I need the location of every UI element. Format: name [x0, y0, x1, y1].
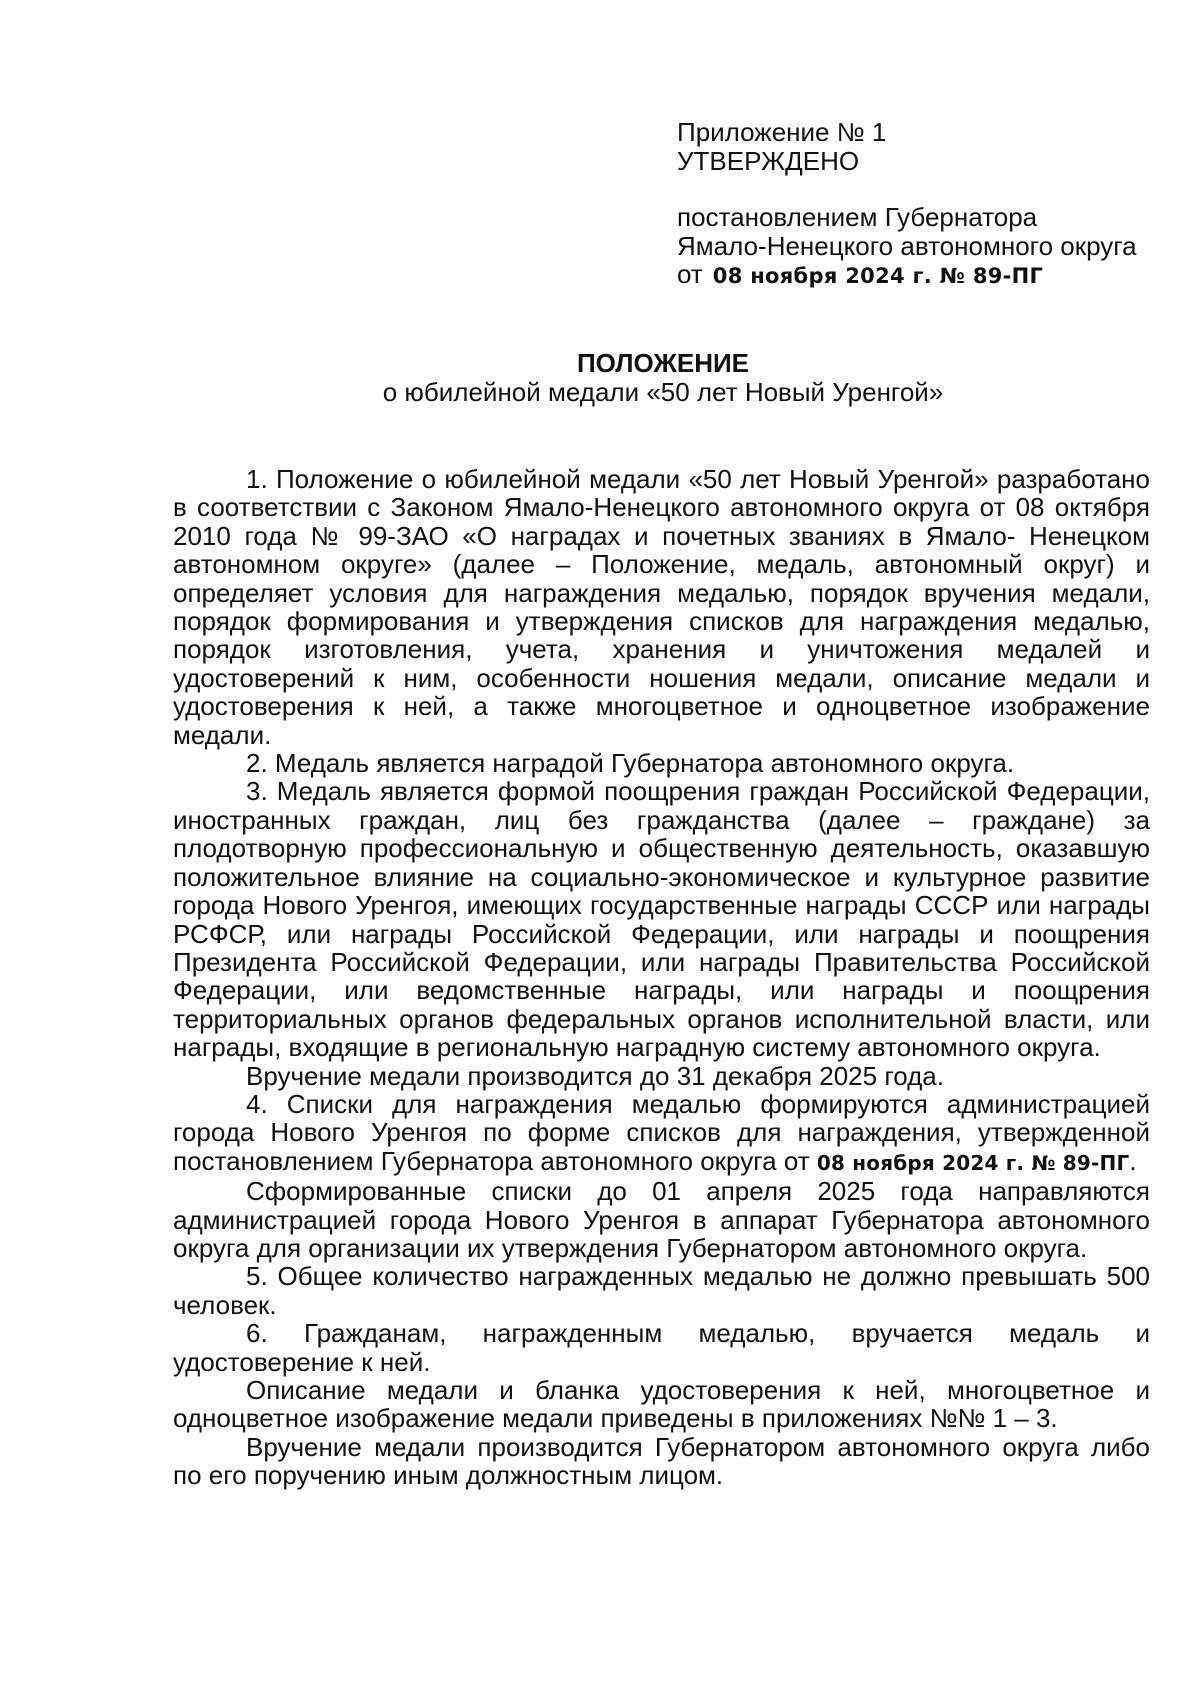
approval-block	[677, 118, 1157, 291]
resolution-line-1: постановлением Губернатора	[677, 202, 1038, 232]
date-prefix: от	[677, 259, 703, 289]
paragraph-4	[173, 1090, 1150, 1177]
title-block	[173, 349, 1153, 407]
paragraph-5: 5. Общее количество награжденных медалью не должно превышать 500 человек.	[173, 1261, 1150, 1320]
date-stamp: 08 ноября 2024 г. № 89-ПГ	[712, 264, 1044, 288]
spacer	[677, 175, 1157, 203]
paragraph-4-date-stamp: 08 ноября 2024 г. № 89-ПГ	[816, 1150, 1130, 1175]
approved-label: УТВЕРЖДЕНО	[677, 145, 860, 176]
paragraph-1: 1. Положение о юбилейной медали «50 лет Новый Уренгой» разработано в соответствии с Законом Ямало-Ненецкого автономного округа от 08 октября 2010 года № 99-ЗАО «О наградах и почетных званиях в Ямало- Ненецком автономном округе» (далее – Положение, медаль, автономный округ) и определяет условия для награждения медалью, порядок вручения медали, порядок формирования и утверждения списков для награждения медалью, порядок изготовления, учета, хранения и уничтожения медалей и удостоверений к ним, особенности ношения медали, описание медали и удостоверения к ней, а также многоцветное и одноцветное изображение медали.	[173, 464, 1150, 750]
document-body	[173, 465, 1150, 1490]
document-title: ПОЛОЖЕНИЕ	[576, 348, 750, 378]
paragraph-6-description: Описание медали и бланка удостоверения к ней, многоцветное и одноцветное изображение медали приведены в приложениях №№ 1 – 3.	[173, 1375, 1150, 1434]
paragraph-3-award-deadline: Вручение медали производится до 31 декабря 2025 года.	[246, 1060, 944, 1091]
resolution-date-line	[677, 260, 1157, 291]
appendix-label: Приложение № 1	[677, 117, 887, 147]
paragraph-6-presentation: Вручение медали производится Губернатором автономного округа либо по его поручению иным должностным лицом.	[173, 1431, 1150, 1491]
paragraph-4-end: .	[1129, 1145, 1137, 1176]
paragraph-6: 6. Гражданам, награжденным медалью, вручается медаль и удостоверение к ней.	[173, 1318, 1150, 1377]
document-subtitle: о юбилейной медали «50 лет Новый Уренгой»	[382, 377, 944, 407]
paragraph-3: 3. Медаль является формой поощрения граждан Российской Федерации, иностранных граждан, лиц без гражданства (далее – граждане) за плодотворную профессиональную и общественную деятельность, оказавшую положительное влияние на социально-экономическое и культурное развитие города Нового Уренгоя, имеющих государственные награды СССР или награды РСФСР, или награды Российской Федерации, или награды и поощрения Президента Российской Федерации, или награды Правительства Российской Федерации, или ведомственные награды, или награды и поощрения территориальных органов федеральных органов исполнительной власти, или награды, входящие в региональную наградную систему автономного округа.	[173, 776, 1150, 1063]
paragraph-2: 2. Медаль является наградой Губернатора автономного округа.	[246, 748, 1015, 779]
paragraph-4-lists-deadline: Сформированные списки до 01 апреля 2025 года направляются администрацией города Нового Уренгоя в аппарат Губернатора автономного округа для организации их утверждения Губернатором автономного округа.	[173, 1176, 1150, 1263]
resolution-line-2: Ямало-Ненецкого автономного округа	[677, 230, 1137, 261]
paragraph-4-text: 4. Списки для награждения медалью формируются администрацией города Нового Уренгоя по форме списков для награждения, утвержденной постановлением Губернатора автономного округа от	[173, 1088, 1150, 1176]
